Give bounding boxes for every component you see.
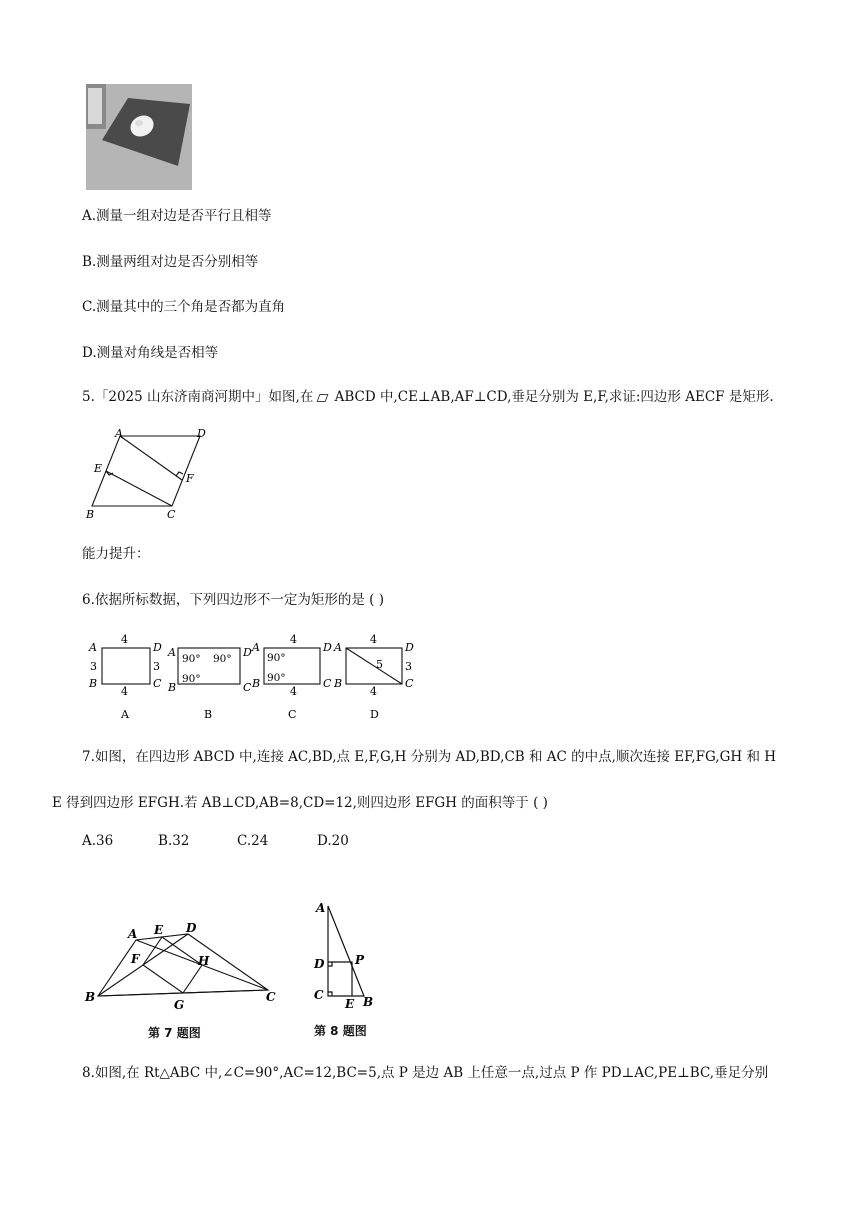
figC-bottom: 4	[290, 685, 297, 698]
fig7-label-d: D	[186, 921, 197, 935]
question-5-figure	[82, 426, 212, 520]
fig8-label-d: D	[314, 957, 325, 971]
question-7-choice-b: B.32	[158, 833, 190, 849]
figC-option: C	[288, 708, 297, 721]
fig7-label-e: E	[154, 923, 164, 937]
fig8-label-e: E	[345, 997, 355, 1011]
question-7-choice-a: A.36	[82, 833, 114, 849]
figD-vD: D	[405, 641, 414, 654]
figA-left: 3	[90, 660, 97, 673]
option-b: B.测量两组对边是否分别相等	[82, 254, 259, 270]
figC-vB: B	[252, 677, 261, 690]
fig7-label-a: A	[128, 927, 138, 941]
figD-option: D	[370, 708, 379, 721]
figB-angle2: 90°	[213, 653, 232, 665]
figB-option: B	[204, 708, 213, 721]
figB-vB: B	[168, 681, 177, 694]
figure-7-caption: 第 7 题图	[148, 1026, 201, 1040]
option-a: A.测量一组对边是否平行且相等	[82, 208, 272, 224]
fig5-label-a: A	[115, 427, 123, 440]
figD-vA: A	[334, 641, 342, 654]
figD-bottom: 4	[370, 685, 377, 698]
fig5-label-c: C	[167, 508, 176, 520]
section-title: 能力提升：	[82, 546, 150, 562]
question-7-figure	[80, 914, 280, 1040]
figC-vA: A	[252, 641, 260, 654]
figA-vB: B	[89, 677, 98, 690]
parallelogram-symbol-icon	[317, 394, 329, 402]
question-8-figure	[312, 898, 382, 1012]
fig5-label-f: F	[186, 472, 194, 485]
question-5-text	[82, 388, 774, 406]
question-6-figures	[86, 630, 426, 726]
figB-vA: A	[168, 646, 176, 659]
figC-angle2: 90°	[267, 672, 286, 684]
figC-angle1: 90°	[267, 652, 286, 664]
fig8-label-b: B	[363, 995, 374, 1009]
figC-vD: D	[323, 641, 332, 654]
figA-top: 4	[121, 633, 128, 646]
question-5-prefix: 5.「2025 山东济南商河期中」如图,在	[82, 389, 314, 405]
figA-vC: C	[153, 677, 162, 690]
option-c: C.测量其中的三个角是否都为直角	[82, 299, 286, 315]
fig8-label-a: A	[316, 901, 326, 915]
fig8-label-c: C	[314, 988, 324, 1002]
fig7-label-g: G	[174, 998, 185, 1012]
figD-right: 3	[405, 660, 412, 673]
fig5-label-d: D	[197, 427, 206, 440]
question-7-line1: 7.如图，在四边形 ABCD 中,连接 AC,BD,点 E,F,G,H 分别为 AD,BD,CB 和 AC 的中点,顺次连接 EF,FG,GH 和 H	[82, 749, 777, 765]
figC-vC: C	[323, 677, 332, 690]
figA-vA: A	[89, 641, 97, 654]
figD-top: 4	[370, 633, 377, 646]
question-5-rest: ABCD 中,CE⊥AB,AF⊥CD,垂足分别为 E,F,求证:四边形 AECF 是矩形.	[330, 389, 774, 405]
question-7-choice-c: C.24	[237, 833, 269, 849]
figB-angle3: 90°	[182, 673, 201, 685]
figA-option: A	[121, 708, 129, 721]
fig7-label-f: F	[131, 952, 140, 966]
question-8-line1: 8.如图,在 Rt△ABC 中,∠C=90°,AC=12,BC=5,点 P 是边 AB 上任意一点,过点 P 作 PD⊥AC,PE⊥BC,垂足分别	[82, 1065, 769, 1081]
question-7-choice-d: D.20	[317, 833, 349, 849]
fig7-label-b: B	[85, 990, 96, 1004]
fig7-label-h: H	[198, 954, 210, 968]
figC-top: 4	[290, 633, 297, 646]
fig8-label-p: P	[355, 953, 365, 967]
figure-8-caption: 第 8 题图	[314, 1024, 367, 1038]
option-d: D.测量对角线是否相等	[82, 345, 219, 361]
question-7-line2: E 得到四边形 EFGH.若 AB⊥CD,AB=8,CD=12,则四边形 EFGH 的面积等于 ( )	[52, 795, 548, 811]
figD-vC: C	[405, 677, 414, 690]
figD-vB: B	[334, 677, 343, 690]
figA-bottom: 4	[121, 685, 128, 698]
mouse-pad-photo	[86, 84, 192, 190]
figA-right: 3	[153, 660, 160, 673]
figA-vD: D	[153, 641, 162, 654]
figB-vC: C	[243, 681, 252, 694]
figB-vD: D	[243, 646, 252, 659]
figD-diag: 5	[376, 658, 383, 671]
fig5-label-b: B	[86, 508, 95, 520]
question-6-text: 6.依据所标数据，下列四边形不一定为矩形的是 ( )	[82, 592, 384, 608]
fig7-label-c: C	[266, 990, 276, 1004]
mouse-on-mousepad-photo-icon	[86, 84, 192, 190]
fig5-label-e: E	[94, 462, 103, 475]
figB-angle1: 90°	[182, 653, 201, 665]
